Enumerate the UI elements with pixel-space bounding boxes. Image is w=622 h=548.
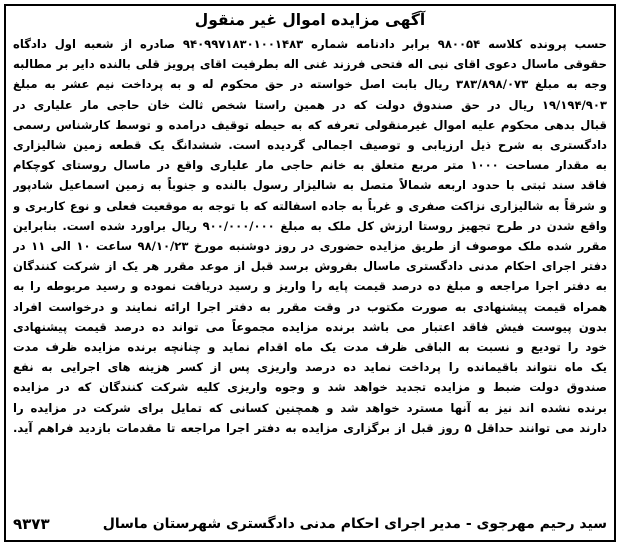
notice-body [13, 34, 607, 438]
notice-line: مقرر شده ملک موصوف از طریق مزایده حضوری در روز دوشنبه مورخ ۹۸/۱۰/۲۳ ساعت ۱۰ الی ۱۱ در [13, 239, 607, 254]
notice-line: همراه قیمت پیشنهادی به صورت مکتوب در وقت مقرر به دفتر اجرا ارائه نمایند و درخواست افراد [13, 299, 607, 314]
notice-line: حسب پرونده کلاسه ۹۸۰۰۵۴ برابر دادنامه شماره ۹۴۰۹۹۷۱۸۳۰۱۰۰۱۴۸۳ صادره از شعبه اول دادگاه [13, 37, 607, 51]
notice-line: حقوقی ماسال دعوی اقای نبی اله فتحی فرزند غنی اله بطرفیت اقای پرویز قلی بالنده دایر بر مطالبه [13, 57, 607, 72]
notice-line: قبال بدهی محکوم علیه اموال غیرمنقولی تعرفه که به حیطه توقیف درامده و توسط کارشناس رسمی [13, 117, 607, 132]
notice-line: برنده نشده اند نیز به آنها مسترد خواهد شد و همچنین کسانی که تمایل برای شرکت در مزایده را [13, 400, 607, 415]
notice-line: و شرقاً به شالیزاری نزاکت صفری و غرباً به جاده اسفالته که با توجه به موقعیت فعلی و نوع کاربری و [13, 198, 607, 213]
notice-line: بدون پیوست فیش فاقد اعتبار می باشد برنده مزایده مجموعاً می تواند ده درصد قیمت پیشنهادی [13, 319, 607, 334]
notice-line: به مقدار مساحت ۱۰۰۰ متر مربع متعلق به خانم حاجی مار علیاری واقع در ماسال روستای کوچکام [13, 158, 607, 173]
notice-line: دفتر اجرای احکام مدنی دادگستری ماسال بفروش برسد قبل از موعد مقرر هر یک از شرکت کنندگان [13, 259, 607, 274]
notice-line: ۱۹/۱۹۴/۹۰۳ ریال در حق صندوق دولت که در همین راستا شخص ثالث خان حاجی مار علیاری در [13, 97, 607, 112]
notice-line: دارند می توانند حداقل ۵ روز قبل از برگزاری مزایده به دفتر اجرا مراجعه تا مقدمات بازدید فراهم آید. [13, 420, 607, 435]
notice-line: خود را تودیع و نسبت به الباقی ظرف مدت یک ماه اقدام نماید و چنانچه برنده مزایده ظرف مدت [13, 340, 607, 355]
notice-line: واقع شدن در طرح تجهیز روستا ارزش کل ملک به مبلغ ۹۰۰/۰۰۰/۰۰۰ ریال براورد شده است. بنابراین [13, 218, 607, 233]
notice-line: یک ماه نتواند باقیمانده را پرداخت نماید ده درصد واریزی پس از کسر هزینه های اجرایی به نفع [13, 360, 607, 375]
notice-line: به دفتر اجرا مراجعه و مبلغ ده درصد قیمت پایه را واریز و رسید دریافت نموده و رسید مربوطه را به [13, 279, 607, 294]
notice-line: صندوق دولت ضبط و مزایده تجدید خواهد شد و وجوه واریزی کلیه شرکت کنندگان که در مزایده [13, 380, 607, 395]
notice-title: آگهی مزایده اموال غیر منقول [194, 11, 426, 29]
notice-line: دادگستری به شرح ذیل ارزیابی و توصیف اجمالی گردیده است. ششدانگ یک قطعه زمین شالیزاری [13, 138, 607, 153]
notice-code: ۹۳۷۳ [13, 515, 50, 533]
auction-notice [4, 4, 616, 542]
notice-line: فاقد سند ثبتی با حدود اربعه شمالاً متصل به شالیزار رسول بالنده و جنوباً به زمین اسماعیل شادپور [13, 178, 607, 193]
signature-line: سید رحیم مهرجوی - مدیر اجرای احکام مدنی دادگستری شهرستان ماسال [102, 516, 607, 532]
notice-footer [13, 512, 607, 536]
notice-line: وجه به مبلغ ۳۸۳/۸۹۸/۰۷۳ ریال بابت اصل خواسته در حق محکوم له و به پرداخت نیم عشر به مبلغ [13, 77, 607, 92]
